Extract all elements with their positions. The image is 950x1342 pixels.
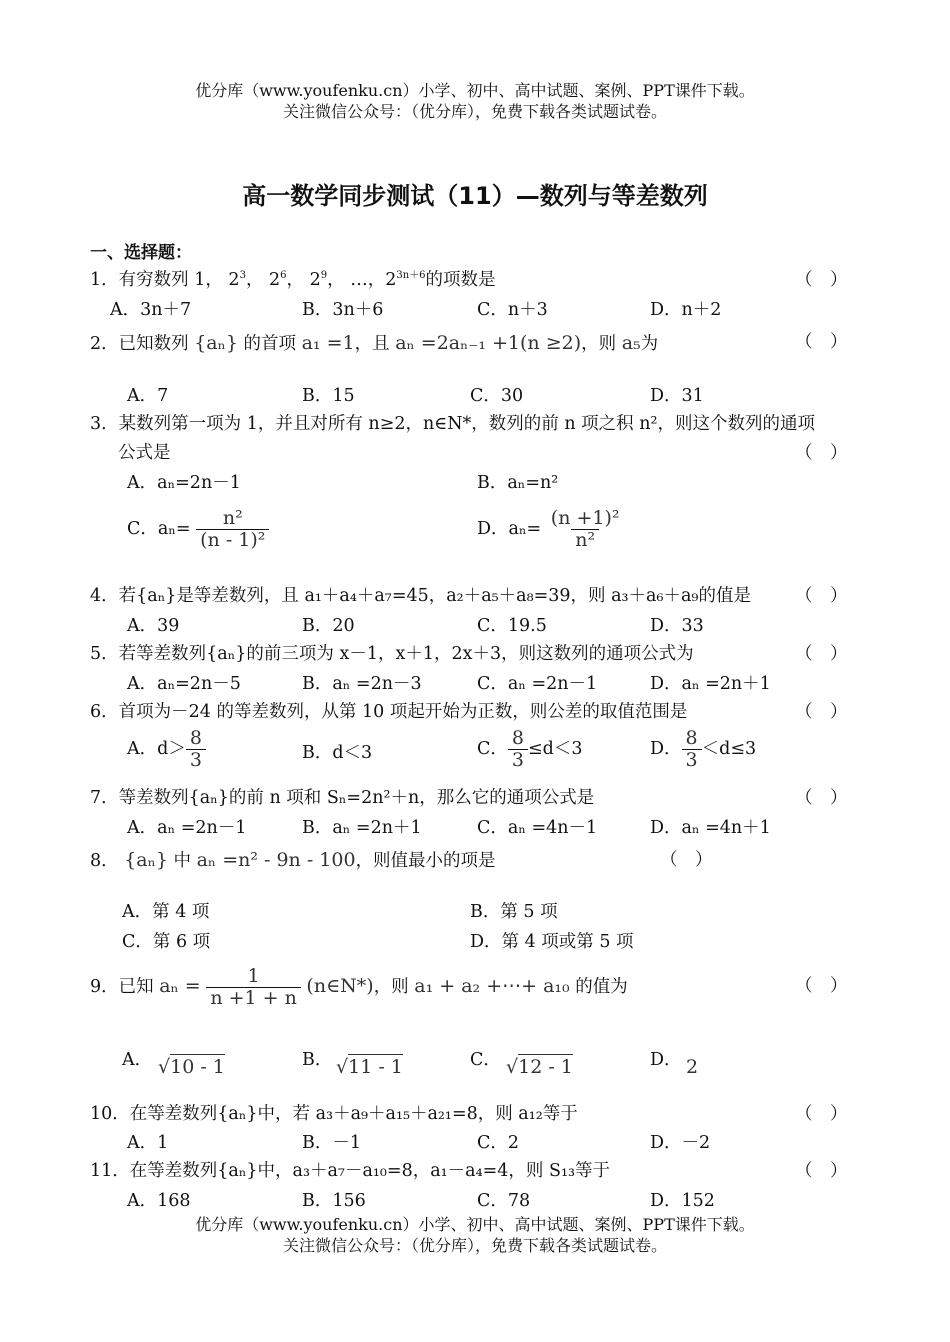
question-9: 9．已知 aₙ = $\frac{1}{n +1 + n}$ (n∈N*)，则 a₁ + a₂ +⋯+ a₁₀ 的值为 <box>90 965 628 1009</box>
question-11: 11．在等差数列{aₙ}中，a₃＋a₇－a₁₀=8，a₁－a₄=4，则 S₁₃等于 <box>90 1161 610 1181</box>
answer-paren-10: （ ） <box>795 1104 848 1124</box>
q3-option-b: B．aₙ=n² <box>477 473 559 493</box>
question-5: 5．若等差数列{aₙ}的前三项为 x－1，x＋1，2x＋3，则这数列的通项公式为 <box>90 644 694 664</box>
answer-paren-1: （ ） <box>795 270 848 290</box>
q6-option-c: C． $\frac{8}{3}$ ≤d＜3 <box>477 727 583 771</box>
answer-paren-5: （ ） <box>795 644 848 664</box>
q11-option-b: B．156 <box>302 1191 366 1211</box>
q9-option-a: A． <box>122 1050 153 1070</box>
q9-option-d-value: 2 <box>686 1056 699 1078</box>
section-heading: 一、选择题： <box>90 243 192 263</box>
q4-option-a: A．39 <box>127 616 180 636</box>
q6-option-b: B．d＜3 <box>302 743 373 763</box>
question-1: 1．有穷数列 1， $2^3$， $2^6$， $2^9$， …，$2^{3n+6}$的项数是 <box>90 270 496 290</box>
q4-option-c: C．19.5 <box>477 616 547 636</box>
q11-option-c: C．78 <box>477 1191 531 1211</box>
q1-option-d: D．n＋2 <box>650 300 722 320</box>
q2-option-b: B．15 <box>302 386 355 406</box>
q7-option-d: D．aₙ =4n＋1 <box>650 818 771 838</box>
q7-option-b: B．aₙ =2n＋1 <box>302 818 422 838</box>
q8-option-d: D．第 4 项或第 5 项 <box>470 932 634 952</box>
footer-line-2: 关注微信公众号：（优分库），免费下载各类试题试卷。 <box>282 1236 667 1255</box>
question-4: 4．若{aₙ}是等差数列，且 a₁＋a₄＋a₇=45，a₂＋a₅＋a₈=39，则 a₃＋a₆＋a₉的值是 <box>90 586 751 606</box>
question-3-line-2: 公式是 <box>118 443 171 463</box>
question-3-line-1: 3．某数列第一项为 1，并且对所有 n≥2，n∈N*，数列的前 n 项之积 n²，则这个数列的通项 <box>90 414 815 434</box>
q1-option-a: A．3n＋7 <box>110 300 192 320</box>
question-8: 8． {aₙ} 中 aₙ =n² - 9n - 100，则值最小的项是 <box>90 849 496 871</box>
q4-option-b: B．20 <box>302 616 355 636</box>
q11-option-a: A．168 <box>127 1191 191 1211</box>
header-line-2: 关注微信公众号：（优分库），免费下载各类试题试卷。 <box>282 102 667 121</box>
q3-option-a: A．aₙ=2n－1 <box>127 473 241 493</box>
footer-line-1: 优分库（www.youfenku.cn）小学、初中、高中试题、案例、PPT课件下载。 <box>195 1215 755 1234</box>
q5-option-d: D．aₙ =2n＋1 <box>650 674 771 694</box>
q9-option-a-value: √10 - 1 <box>158 1056 225 1078</box>
q2-option-c: C．30 <box>470 386 524 406</box>
q1-option-b: B．3n＋6 <box>302 300 384 320</box>
q8-option-a: A．第 4 项 <box>122 902 210 922</box>
q7-option-a: A．aₙ =2n－1 <box>127 818 247 838</box>
q8-option-b: B．第 5 项 <box>470 902 558 922</box>
page-title: 高一数学同步测试（11）—数列与等差数列 <box>242 182 708 210</box>
q11-option-d: D．152 <box>650 1191 715 1211</box>
answer-paren-8: （ ） <box>660 850 713 870</box>
q1-option-c: C．n＋3 <box>477 300 548 320</box>
q10-option-a: A．1 <box>127 1133 169 1153</box>
answer-paren-4: （ ） <box>795 586 848 606</box>
q6-option-a: A．d＞ $\frac{8}{3}$ <box>127 728 206 771</box>
answer-paren-11: （ ） <box>795 1161 848 1181</box>
answer-paren-6: （ ） <box>795 702 848 722</box>
q7-option-c: C．aₙ =4n－1 <box>477 818 598 838</box>
question-7: 7．等差数列{aₙ}的前 n 项和 Sₙ=2n²＋n，那么它的通项公式是 <box>90 788 595 808</box>
q5-option-a: A．aₙ=2n－5 <box>127 674 241 694</box>
q8-option-c: C．第 6 项 <box>122 932 211 952</box>
q6-option-d: D． $\frac{8}{3}$ ＜d≤3 <box>650 727 757 771</box>
q10-option-b: B．－1 <box>302 1133 361 1153</box>
q2-option-a: A．7 <box>127 386 169 406</box>
q10-option-c: C．2 <box>477 1133 520 1153</box>
question-2: 2．已知数列 {aₙ} 的首项 a₁ =1，且 aₙ =2aₙ₋₁ +1(n ≥2)，则 a₅为 <box>90 332 659 354</box>
q5-option-c: C．aₙ =2n－1 <box>477 674 598 694</box>
q9-option-b: B． <box>302 1050 333 1070</box>
q9-option-c: C． <box>470 1050 501 1070</box>
q3-option-d: D．aₙ= $\frac{\text{(n +1)²}}{\text{n²}}$ <box>477 507 620 551</box>
q3-option-c: C．aₙ= $\frac{\text{n²}}{\text{(n - 1)²}}$ <box>127 508 269 551</box>
q9-option-c-value: √12 - 1 <box>506 1056 573 1078</box>
q2-option-d: D．31 <box>650 386 704 406</box>
answer-paren-2: （ ） <box>795 332 848 352</box>
answer-paren-9: （ ） <box>795 976 848 996</box>
answer-paren-3: （ ） <box>795 443 848 463</box>
answer-paren-7: （ ） <box>795 788 848 808</box>
q5-option-b: B．aₙ =2n－3 <box>302 674 422 694</box>
question-10: 10．在等差数列{aₙ}中，若 a₃＋a₉＋a₁₅＋a₂₁=8，则 a₁₂等于 <box>90 1104 578 1124</box>
q10-option-d: D．－2 <box>650 1133 711 1153</box>
question-6: 6．首项为－24 的等差数列，从第 10 项起开始为正数，则公差的取值范围是 <box>90 702 688 722</box>
q9-option-d: D． <box>650 1050 682 1070</box>
header-line-1: 优分库（www.youfenku.cn）小学、初中、高中试题、案例、PPT课件下载。 <box>195 81 755 100</box>
q9-option-b-value: √11 - 1 <box>336 1056 403 1078</box>
q4-option-d: D．33 <box>650 616 704 636</box>
